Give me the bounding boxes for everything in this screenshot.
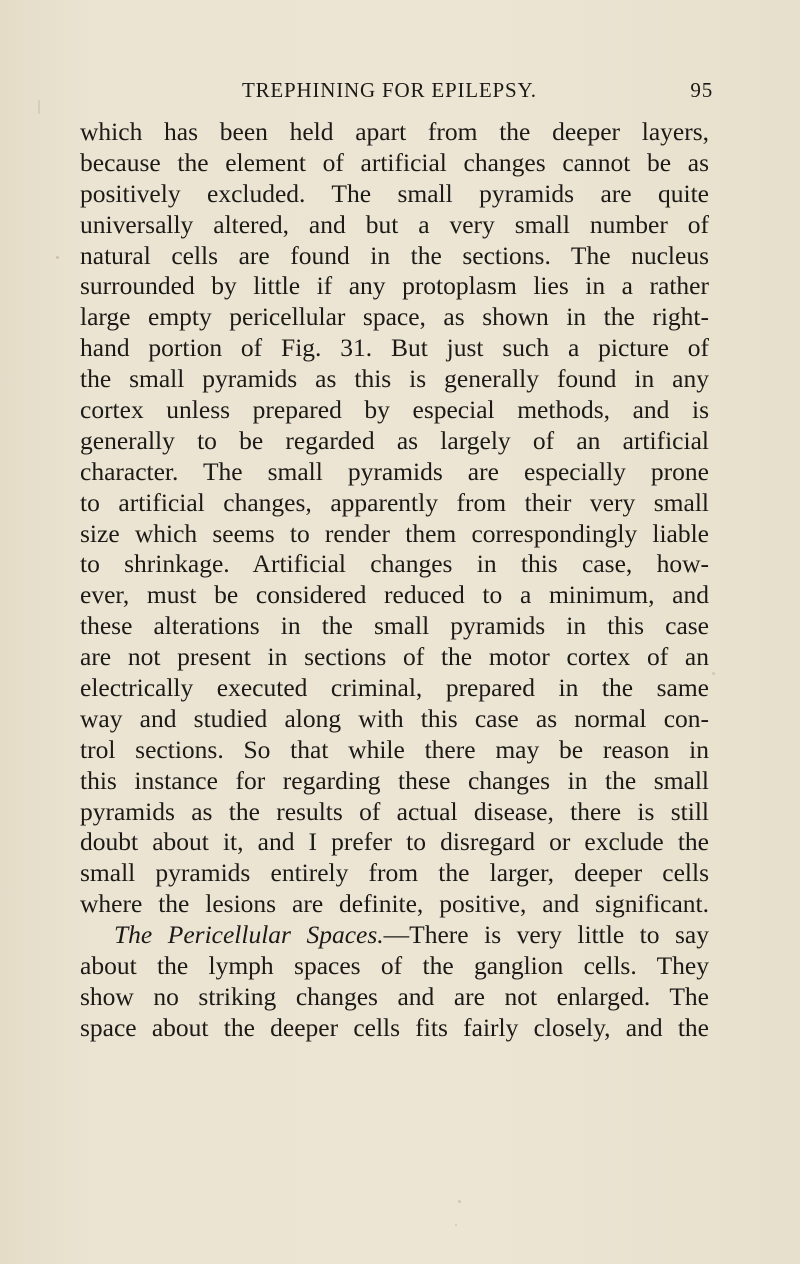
section-heading: The Pericellular Spaces. [114,920,384,950]
text-line: pyramids as the results of actual disease, there is still [80,796,709,826]
text-line: way and studied along with this case as normal con- [80,703,709,733]
text-line: to shrinkage. Artificial changes in this case, how- [80,549,709,579]
text-line: to artificial changes, apparently from their very small [80,487,709,517]
running-title: TREPHINING FOR EPILEPSY. [242,78,537,102]
text-line: doubt about it, and I prefer to disregard or exclude the [80,827,709,857]
text-line: natural cells are found in the sections. The nucleus [80,240,709,270]
text-line: small pyramids entirely from the larger, deeper cells [80,858,709,888]
paper-speck [712,672,715,675]
section-first-line [80,920,709,951]
text-line: are not present in sections of the motor cortex of an [80,642,709,672]
paper-speck [455,1224,457,1226]
text-line: space about the deeper cells fits fairly closely, and the [80,1012,709,1042]
text-line: electrically executed criminal, prepared in the same [80,673,709,703]
running-head [80,78,715,108]
text-line: ever, must be considered reduced to a minimum, and [80,580,709,610]
text-line: these alterations in the small pyramids in this case [80,611,709,641]
paper-speck [38,100,40,114]
text-line: this instance for regarding these changes in the small [80,765,709,795]
text-line: generally to be regarded as largely of an artificial [80,425,709,455]
text-line: which has been held apart from the deeper layers, [80,117,709,146]
text-line: because the element of artificial changes cannot be as [80,147,709,177]
text-line: surrounded by little if any protoplasm lies in a rather [80,271,709,301]
body-text [80,117,709,1044]
text-line: positively excluded. The small pyramids are quite [80,178,709,208]
text-line: universally altered, and but a very small number of [80,209,709,239]
text-line: show no striking changes and are not enlarged. The [80,981,709,1011]
text-line: character. The small pyramids are especially prone [80,456,709,486]
paper-speck [56,256,59,259]
text-line: size which seems to render them correspondingly liable [80,518,709,548]
text-line: where the lesions are definite, positive, and significant. [80,889,709,919]
page-number: 95 [690,78,713,102]
section-first-line-rest: —There is very little to say [383,920,709,950]
text-line: about the lymph spaces of the ganglion cells. They [80,951,709,981]
text-line: hand portion of Fig. 31. But just such a picture of [80,333,709,363]
text-line: the small pyramids as this is generally found in any [80,364,709,394]
paper-speck [458,1200,461,1203]
text-line: large empty pericellular space, as shown in the right- [80,302,709,332]
text-line: trol sections. So that while there may be reason in [80,734,709,764]
text-line: cortex unless prepared by especial methods, and is [80,395,709,425]
